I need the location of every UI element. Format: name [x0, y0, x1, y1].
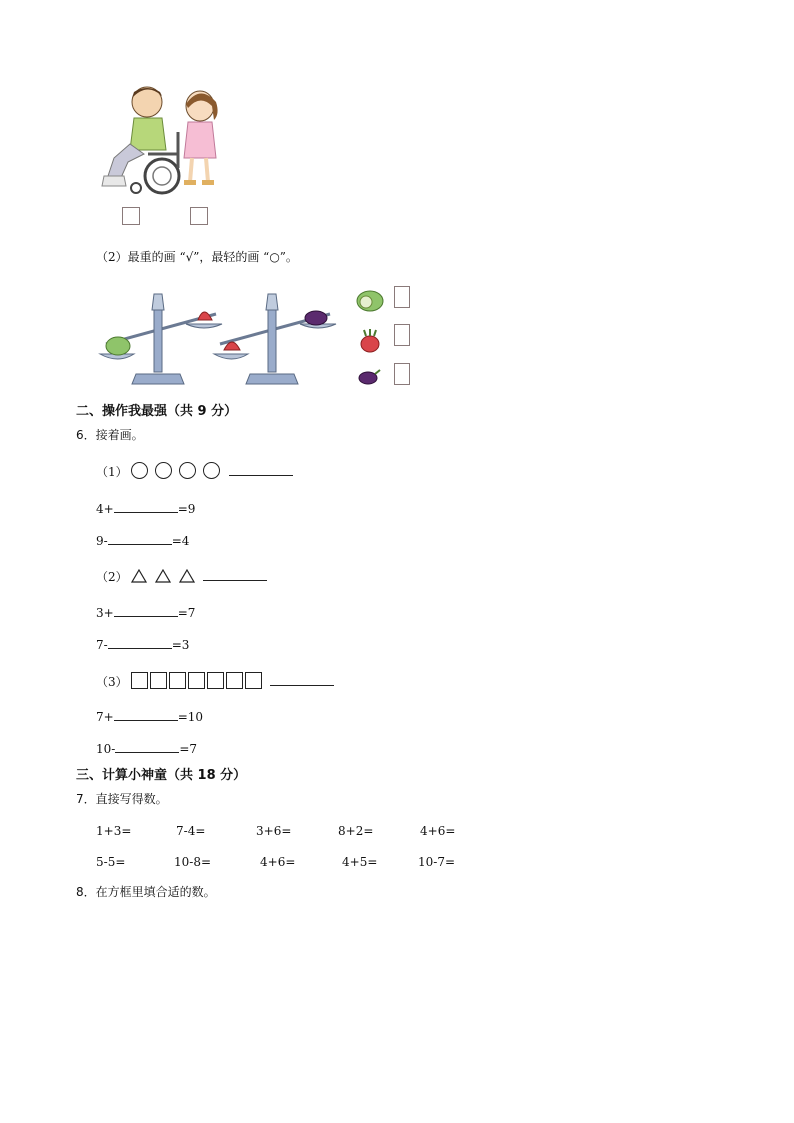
q6-part3-label: （3） [96, 675, 128, 689]
triangle-shape [179, 569, 195, 583]
section-3-title: 三、计算小神童（共 18 分） [76, 768, 247, 783]
circle-shape [131, 462, 148, 479]
draw-blank[interactable] [270, 673, 334, 686]
circle-shape [179, 462, 196, 479]
calc-item: 3+6= [256, 824, 292, 838]
calc-item: 8+2= [338, 824, 374, 838]
question-6-label: 6．接着画。 [76, 428, 144, 442]
calc-item: 5-5= [96, 855, 126, 869]
square-shape [245, 672, 262, 689]
eq-right: =9 [177, 502, 196, 516]
answer-box-girl[interactable] [190, 207, 208, 225]
square-shape [188, 672, 205, 689]
eq-right: =3 [171, 638, 190, 652]
triangle-shape [155, 569, 171, 583]
cabbage-icon [354, 286, 386, 314]
question-7-label: 7．直接写得数。 [76, 792, 168, 806]
eq-left: 10- [96, 742, 116, 756]
circle-shape [203, 462, 220, 479]
q6-part2-label: （2） [96, 570, 128, 584]
eq-right: =4 [171, 534, 190, 548]
eq-left: 9- [96, 534, 108, 548]
eq-right: =7 [177, 606, 196, 620]
q6-p1-eq1 [96, 500, 195, 517]
q6-p3-eq2 [96, 740, 197, 757]
answer-blank[interactable] [114, 604, 178, 617]
q6-part3 [96, 672, 334, 690]
calc-item: 1+3= [96, 824, 132, 838]
answer-blank[interactable] [108, 532, 172, 545]
q6-p2-eq1 [96, 604, 195, 621]
radish-icon [356, 328, 384, 354]
question-8-label: 8．在方框里填合适的数。 [76, 885, 216, 899]
balance-scale-illustration [98, 288, 226, 386]
answer-blank[interactable] [108, 636, 172, 649]
answer-blank[interactable] [114, 500, 178, 513]
square-shape [131, 672, 148, 689]
eggplant-icon [356, 366, 382, 386]
square-shape [207, 672, 224, 689]
eq-right: =7 [179, 742, 198, 756]
q6-part2 [96, 568, 267, 585]
answer-box-cabbage[interactable] [394, 286, 410, 308]
q6-p3-eq1 [96, 708, 203, 725]
answer-blank[interactable] [114, 708, 178, 721]
calc-item: 4+5= [342, 855, 378, 869]
eq-right: =10 [177, 710, 204, 724]
q6-p2-eq2 [96, 636, 189, 653]
calc-item: 10-7= [418, 855, 456, 869]
eq-left: 4+ [96, 502, 114, 516]
draw-blank[interactable] [203, 568, 267, 581]
balance-scale-illustration-2 [212, 288, 340, 386]
eq-left: 7+ [96, 710, 114, 724]
calc-item: 10-8= [174, 855, 212, 869]
calc-item: 7-4= [176, 824, 206, 838]
children-wheelchair-illustration [100, 84, 235, 196]
answer-box-radish[interactable] [394, 324, 410, 346]
draw-blank[interactable] [229, 463, 293, 476]
triangle-shape [131, 569, 147, 583]
section-2-title: 二、操作我最强（共 9 分） [76, 404, 238, 419]
q6-part1-label: （1） [96, 465, 128, 479]
eq-left: 7- [96, 638, 108, 652]
square-shape [226, 672, 243, 689]
answer-blank[interactable] [115, 740, 179, 753]
q6-part1 [96, 462, 293, 480]
square-shape [169, 672, 186, 689]
calc-item: 4+6= [420, 824, 456, 838]
circle-shape [155, 462, 172, 479]
answer-box-eggplant[interactable] [394, 363, 410, 385]
square-shape [150, 672, 167, 689]
calc-item: 4+6= [260, 855, 296, 869]
eq-left: 3+ [96, 606, 114, 620]
q5-part2-instruction: （2）最重的画 “√”，最轻的画 “○”。 [96, 250, 298, 264]
q6-p1-eq2 [96, 532, 189, 549]
answer-box-boy[interactable] [122, 207, 140, 225]
